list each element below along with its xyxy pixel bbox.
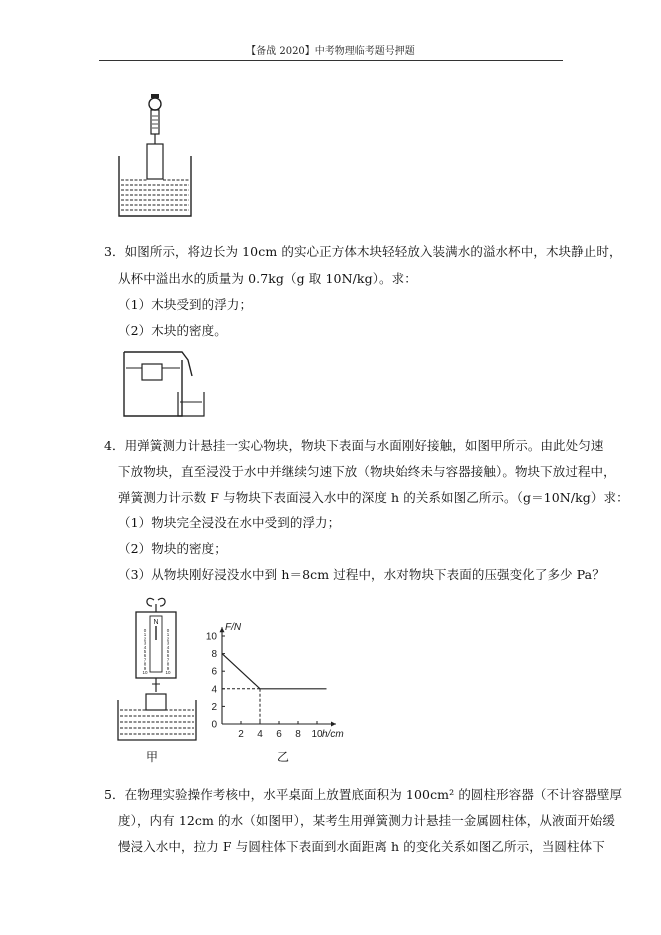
overflow-cup-figure <box>118 346 213 421</box>
scale-left-label: 6 <box>143 653 147 659</box>
svg-text:N: N <box>153 619 159 626</box>
figure-label-jia: 甲 <box>146 750 159 764</box>
q4-sub2: （2）物块的密度； <box>118 541 227 556</box>
spring-scale-figure <box>110 592 200 767</box>
scale-right-label: 1 <box>166 632 170 638</box>
q4-sub1: （1）物块完全浸没在水中受到的浮力； <box>118 515 341 530</box>
chart-axes <box>220 627 337 726</box>
series-line <box>222 654 327 689</box>
q4-line1: 4．用弹簧测力计悬挂一实心物块，物块下表面与水面刚好接触，如图甲所示。由此处匀速 <box>104 438 604 453</box>
page-header: 【备战 2020】中考物理临考题号押题 <box>246 46 415 57</box>
q4-line3: 弹簧测力计示数 F 与物块下表面浸入水中的深度 h 的关系如图乙所示。（g＝10N/kg）求： <box>118 490 629 505</box>
scale-right-label: 0 <box>166 628 170 633</box>
x-tick-label: 10 <box>311 729 323 740</box>
chart-dashed-guides <box>222 689 260 724</box>
y-axis-arrow <box>220 627 225 632</box>
scale-right-label: 8 <box>166 661 170 667</box>
cylinder-block <box>147 144 163 179</box>
y-tick-label: 6 <box>211 666 217 678</box>
wood-block <box>142 364 162 380</box>
figure-label-yi: 乙 <box>277 750 290 764</box>
q5-line1: 5．在物理实验操作考核中，水平桌面上放置底面积为 100cm² 的圆柱形容器（不计容器壁厚 <box>104 787 623 802</box>
scale-right-label: 10 <box>165 670 171 675</box>
f-h-chart <box>200 612 360 747</box>
overflow-cup-body <box>124 352 182 416</box>
scale-right-label: 6 <box>166 653 170 659</box>
q4-line2: 下放物块，直至浸没于水中并继续匀速下放（物块始终未与容器接触）。物块下放过程中， <box>118 464 616 479</box>
chart-y-label: F/N <box>225 622 242 634</box>
syringe-barrel <box>151 110 159 134</box>
scale-left-label: 8 <box>143 661 147 667</box>
x-tick-label: 2 <box>238 729 244 740</box>
y-tick-label: 0 <box>211 719 217 731</box>
scale-right-label: 4 <box>166 644 170 650</box>
scale-right-label: 3 <box>166 640 170 646</box>
scale-left-label: 3 <box>143 640 147 646</box>
q5-line2: 度），内有 12cm 的水（如图甲），某考生用弹簧测力计悬挂一金属圆柱体，从液面开始缓 <box>118 813 616 828</box>
scale-left-label: 7 <box>143 657 147 663</box>
q3-sub2: （2）木块的密度。 <box>118 323 227 338</box>
scale-left-label: 9 <box>143 665 147 671</box>
metal-block <box>146 694 166 710</box>
scale-right-label: 9 <box>166 665 170 671</box>
water-lines <box>121 180 189 210</box>
x-tick-label: 8 <box>295 729 301 740</box>
chart-x-label: h/cm <box>322 729 344 740</box>
scale-left-label: 1 <box>143 632 147 638</box>
x-tick-label: 4 <box>257 729 263 740</box>
q4-sub3: （3）从物块刚好浸没水中到 h＝8cm 过程中，水对物块下表面的压强变化了多少 Pa？ <box>118 567 605 582</box>
container-water-lines <box>120 710 194 734</box>
scale-left-label: 5 <box>143 649 147 654</box>
chart-series <box>222 654 327 689</box>
syringe-ring <box>149 98 161 110</box>
scale-left-label: 4 <box>143 644 147 650</box>
y-tick-label: 10 <box>205 631 217 643</box>
x-axis-arrow <box>331 722 336 727</box>
x-tick-label: 6 <box>276 729 282 740</box>
q5-line3: 慢浸入水中，拉力 F 与圆柱体下表面到水面距离 h 的变化关系如图乙所示，当圆柱体下 <box>118 839 605 854</box>
q3-sub1: （1）木块受到的浮力； <box>118 297 253 312</box>
top-hook <box>147 598 154 606</box>
scale-left-label: 10 <box>142 670 148 675</box>
scale-left-label: 0 <box>143 628 147 633</box>
scale-left-label: 2 <box>143 636 147 642</box>
q3-line2: 从杯中溢出水的质量为 0.7kg（g 取 10N/kg）。求： <box>118 271 417 286</box>
q3-line1: 3．如图所示，将边长为 10cm 的实心正方体木块轻轻放入装满水的溢水杯中，木块静止时， <box>104 244 622 259</box>
syringe-beaker-figure <box>115 88 195 228</box>
header-rule <box>99 60 563 61</box>
scale-right-label: 5 <box>166 649 170 654</box>
y-tick-label: 8 <box>211 649 217 661</box>
scale-right-label: 2 <box>166 636 170 642</box>
y-tick-label: 4 <box>211 684 217 696</box>
y-tick-label: 2 <box>211 701 217 713</box>
scale-right-label: 7 <box>166 657 170 663</box>
